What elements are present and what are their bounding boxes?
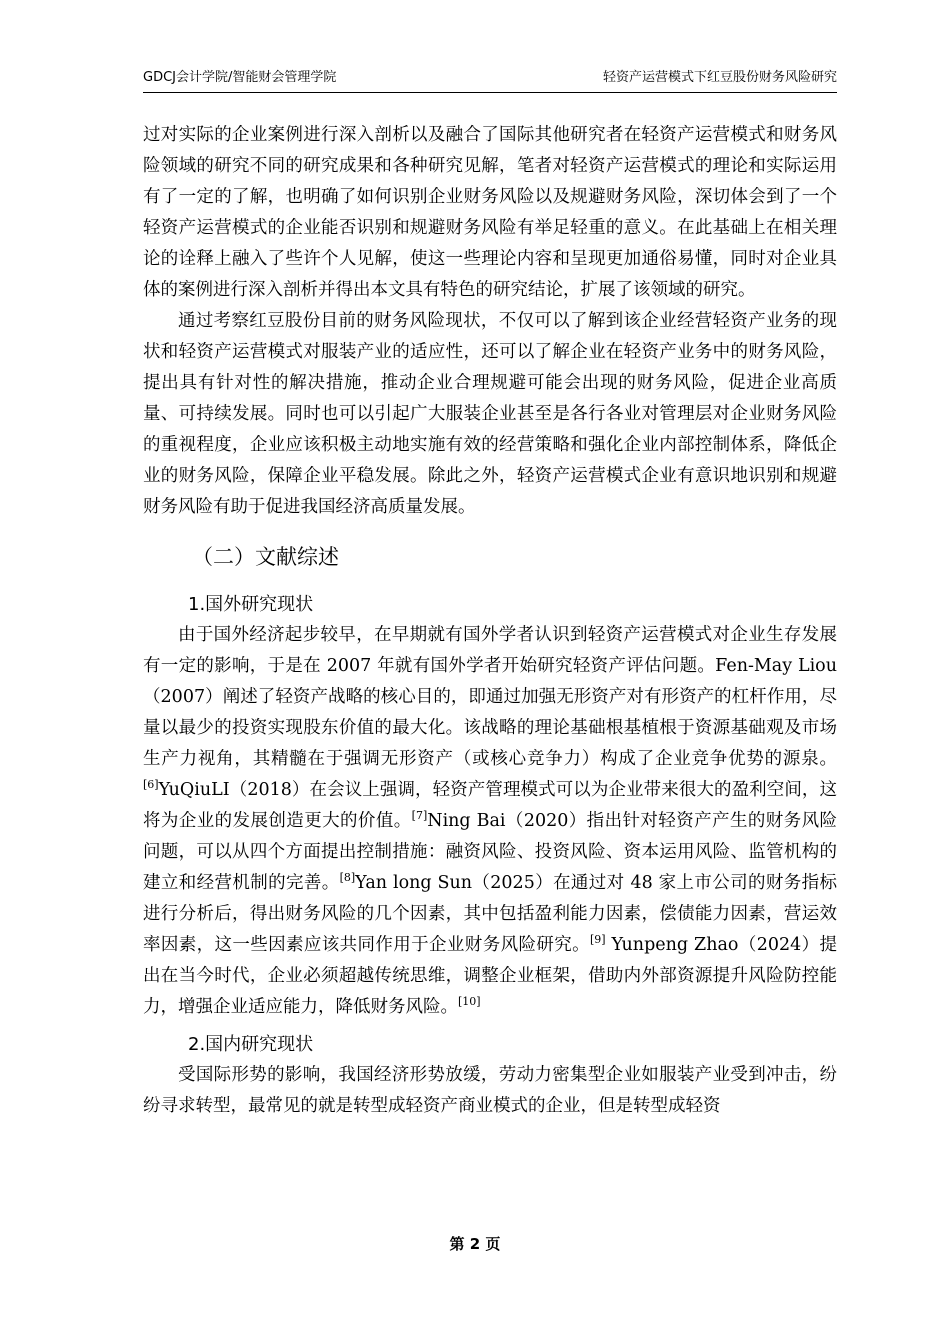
page-number: 第 2 页: [449, 1235, 501, 1253]
text-segment: Yunpeng Zhao（2024）提出在当今时代，企业必须超越传统思维，调整企业框架，借助内外部资源提升风险防控能力，增强企业适应能力，降低财务风险。: [143, 935, 837, 1017]
citation-ref: [8]: [339, 871, 356, 885]
page-header: [143, 66, 837, 93]
section-heading-literature-review: （二）文献综述: [192, 545, 339, 569]
subsection-heading-domestic-research: 2.国内研究现状: [188, 1034, 314, 1055]
text-segment: Yan long Sun（2025）在通过对 48 家上市公司的财务指标进行分析后，得出财务风险的几个因素，其中包括盈利能力因素，偿债能力因素，营运效率因素，这一些因素应该共同作用于企业财务风险研究。: [143, 873, 837, 955]
text-segment: Ning Bai（2020）指出针对轻资产产生的财务风险问题，可以从四个方面提出控制措施：融资风险、投资风险、资本运用风险、监管机构的建立和经营机制的完善。: [143, 811, 838, 893]
paragraph-foreign-research: [143, 620, 837, 1023]
header-institution: GDCJ会计学院/智能财会管理学院: [143, 70, 337, 85]
main-content: [143, 120, 837, 1122]
citation-ref: [9]: [589, 933, 606, 947]
citation-ref: [10]: [458, 995, 481, 1009]
paragraph-significance: 通过考察红豆股份目前的财务风险现状，不仅可以了解到该企业经营轻资产业务的现状和轻资产运营模式对服装产业的适应性，还可以了解企业在轻资产业务中的财务风险，提出具有针对性的解决措施，推动企业合理规避可能会出现的财务风险，促进企业高质量、可持续发展。同时也可以引起广大服装企业甚至是各行各业对管理层对企业财务风险的重视程度，企业应该积极主动地实施有效的经营策略和强化企业内部控制体系，降低企业的财务风险，保障企业平稳发展。除此之外，轻资产运营模式企业有意识地识别和规避财务风险有助于促进我国经济高质量发展。: [143, 311, 837, 517]
text-segment: 由于国外经济起步较早，在早期就有国外学者认识到轻资产运营模式对企业生存发展有一定的影响，于是在 2007 年就有国外学者开始研究轻资产评估问题。Fen-May Liou（2007）阐述了轻资产战略的核心目的，即通过加强无形资产对有形资产的杠杆作用，尽量以最少的投资实现股东价值的最大化。该战略的理论基础根基植根于资源基础观及市场生产力视角，其精髓在于强调无形资产（或核心竞争力）构成了企业竞争优势的源泉。: [143, 625, 837, 769]
citation-ref: [7]: [411, 809, 428, 823]
paragraph-continued: 过对实际的企业案例进行深入剖析以及融合了国际其他研究者在轻资产运营模式和财务风险领域的研究不同的研究成果和各种研究见解，笔者对轻资产运营模式的理论和实际运用有了一定的了解，也明确了如何识别企业财务风险以及规避财务风险，深切体会到了一个轻资产运营模式的企业能否识别和规避财务风险有举足轻重的意义。在此基础上在相关理论的诠释上融入了些许个人见解，使这一些理论内容和呈现更加通俗易懂，同时对企业具体的案例进行深入剖析并得出本文具有特色的研究结论，扩展了该领域的研究。: [143, 125, 837, 300]
subsection-heading-foreign-research: 1.国外研究现状: [188, 594, 314, 615]
header-paper-title: 轻资产运营模式下红豆股份财务风险研究: [602, 70, 837, 85]
citation-ref: [6]: [143, 778, 159, 792]
paragraph-domestic-research: 受国际形势的影响，我国经济形势放缓，劳动力密集型企业如服装产业受到冲击，纷纷寻求转型，最常见的就是转型成轻资产商业模式的企业，但是转型成轻资: [143, 1065, 837, 1116]
text-segment: YuQiuLI（2018）在会议上强调，轻资产管理模式可以为企业带来很大的盈利空间，这将为企业的发展创造更大的价值。: [143, 780, 837, 831]
